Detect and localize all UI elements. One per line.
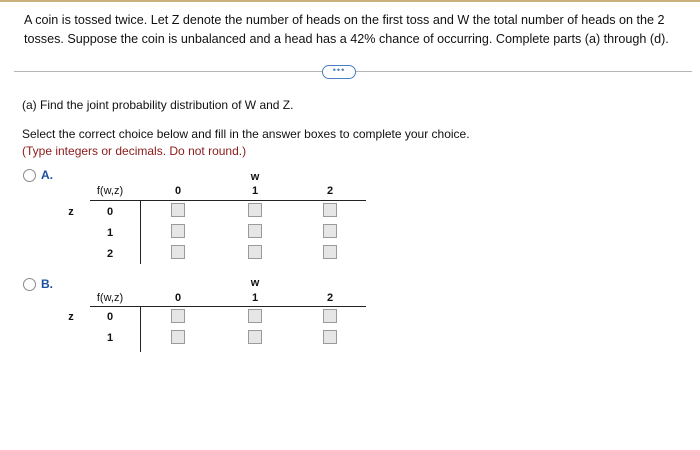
choice-b-input-w2-z1[interactable]	[323, 330, 337, 344]
choice-a-input-w1-z2[interactable]	[248, 245, 262, 259]
more-options-button[interactable]: •••	[322, 65, 356, 79]
choice-a-input-w0-z2[interactable]	[171, 245, 185, 259]
choice-a-col-2: 2	[326, 185, 334, 197]
top-accent-bar	[0, 0, 700, 2]
choice-b-label[interactable]: B.	[41, 277, 53, 291]
instructions	[22, 126, 470, 160]
choice-a-col-var-label: w	[250, 171, 260, 183]
choice-b-row-divider	[140, 306, 141, 352]
choice-a-col-0: 0	[174, 185, 182, 197]
choice-b-header-line	[90, 306, 366, 307]
choice-b-input-w0-z0[interactable]	[171, 309, 185, 323]
choice-a-input-w0-z0[interactable]	[171, 203, 185, 217]
choice-b-col-2: 2	[326, 292, 334, 304]
choice-a-row-divider	[140, 200, 141, 264]
choice-b-row-1: 1	[106, 332, 114, 344]
choice-a-header-line	[90, 200, 366, 201]
choice-a-input-w2-z1[interactable]	[323, 224, 337, 238]
choice-a-radio[interactable]	[23, 169, 36, 182]
choice-b-input-w1-z0[interactable]	[248, 309, 262, 323]
choice-b-table-header: f(w,z)	[96, 292, 124, 304]
sub-instruction-text: (Type integers or decimals. Do not round.)	[22, 144, 247, 158]
choice-b-input-w1-z1[interactable]	[248, 330, 262, 344]
choice-b-row-var-label: z	[68, 311, 74, 323]
choice-a-input-w1-z1[interactable]	[248, 224, 262, 238]
choice-b-input-w0-z1[interactable]	[171, 330, 185, 344]
choice-a-col-1: 1	[251, 185, 259, 197]
choice-a-row-2: 2	[106, 248, 114, 260]
choice-a-input-w2-z0[interactable]	[323, 203, 337, 217]
choice-a-input-w1-z0[interactable]	[248, 203, 262, 217]
choice-a-row-1: 1	[106, 227, 114, 239]
choice-a-input-w2-z2[interactable]	[323, 245, 337, 259]
instruction-text: Select the correct choice below and fill in the answer boxes to complete your choice.	[22, 127, 470, 141]
choice-a-input-w0-z1[interactable]	[171, 224, 185, 238]
choice-b-radio[interactable]	[23, 278, 36, 291]
choice-b-col-0: 0	[174, 292, 182, 304]
choice-a-row-0: 0	[106, 206, 114, 218]
problem-statement: A coin is tossed twice. Let Z denote the number of heads on the first toss and W the total number of heads on the 2 tosses. Suppose the coin is unbalanced and a head has a 42% chance of occurring. Complete parts (a) through (d).	[24, 13, 669, 46]
choice-b-col-var-label: w	[250, 277, 260, 289]
choice-b-input-w2-z0[interactable]	[323, 309, 337, 323]
choice-b-row-0: 0	[106, 311, 114, 323]
choice-a-label[interactable]: A.	[41, 168, 53, 182]
part-a-title: (a) Find the joint probability distribution of W and Z.	[22, 98, 294, 112]
choice-b-col-1: 1	[251, 292, 259, 304]
choice-a-table-header: f(w,z)	[96, 185, 124, 197]
choice-a-row-var-label: z	[68, 206, 74, 218]
